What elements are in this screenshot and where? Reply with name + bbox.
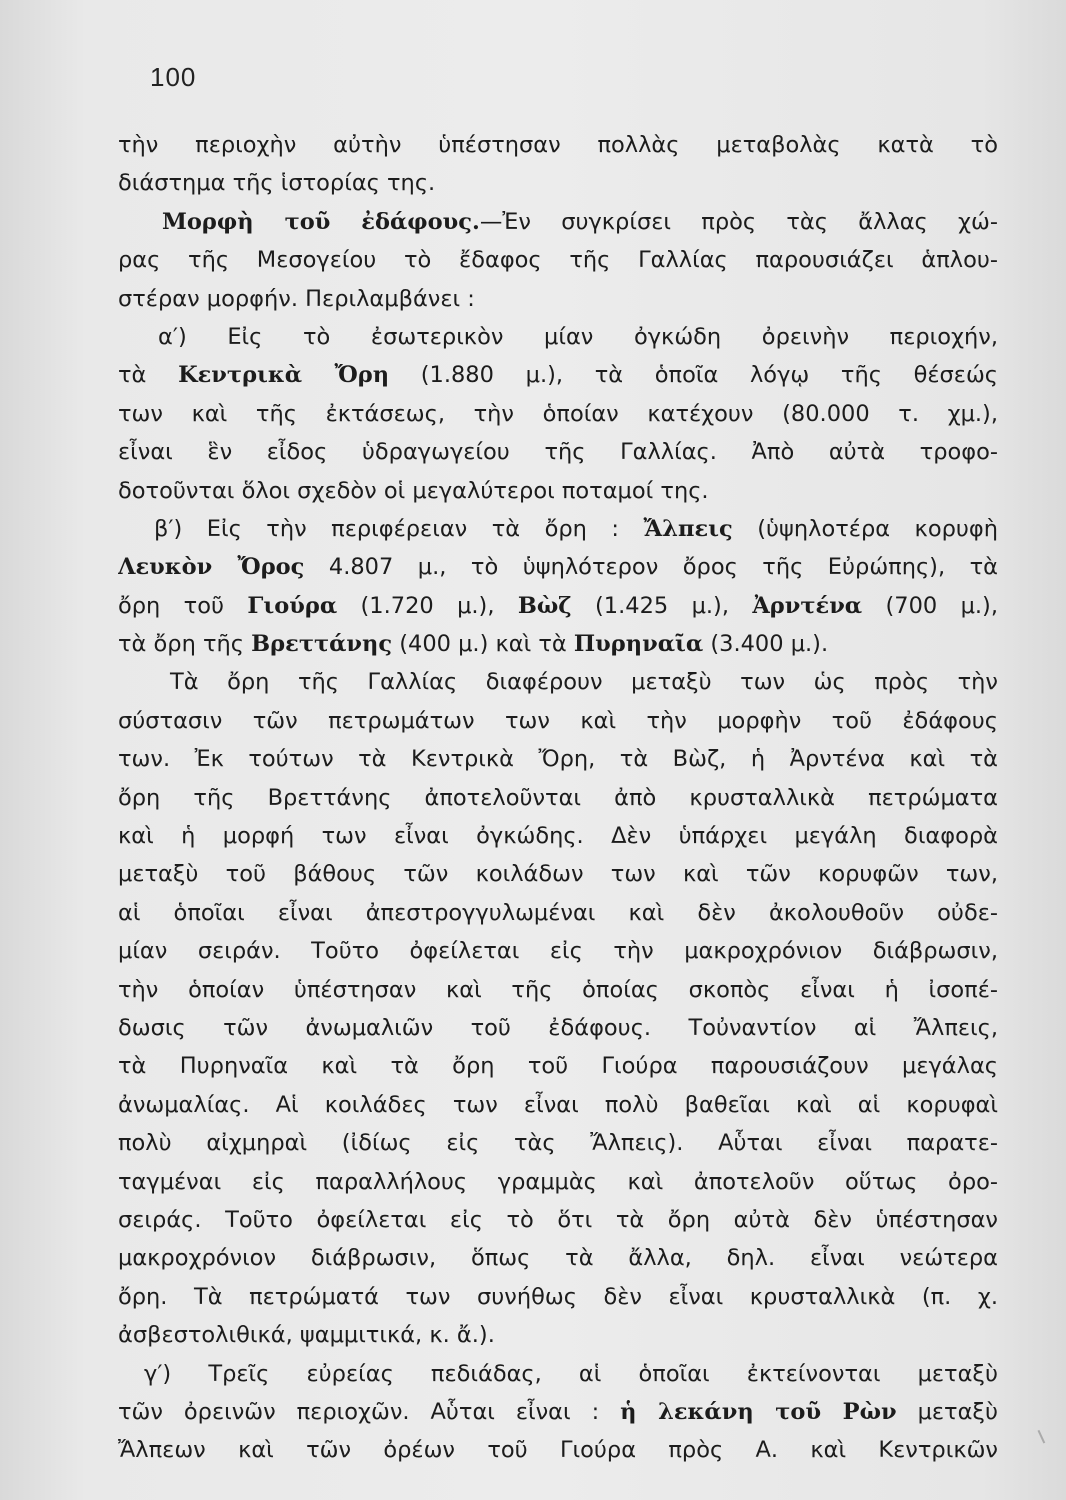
text-line: μεταξὺ τοῦ βάθους τῶν κοιλάδων των καὶ τῶν κορυφῶν των,	[118, 861, 998, 888]
text-line: πολὺ αἰχμηραὶ (ἰδίως εἰς τὰς Ἄλπεις). Αὗται εἶναι παρατε-	[118, 1130, 998, 1157]
text-line: ταγμέναι εἰς παραλλήλους γραμμὰς καὶ ἀποτελοῦν οὕτως ὀρο-	[118, 1168, 998, 1195]
text-line: μίαν σειράν. Τοῦτο ὀφείλεται εἰς τὴν μακροχρόνιον διάβρωσιν,	[118, 938, 998, 965]
text-line: γ′) Τρεῖς εὐρείας πεδιάδας, αἱ ὁποῖαι ἐκτείνονται μεταξὺ	[144, 1360, 998, 1387]
body-text	[118, 126, 998, 1470]
text-line: τὰ Κεντρικὰ Ὄρη (1.880 μ.), τὰ ὁποῖα λόγῳ τῆς θέσεώς	[118, 362, 998, 389]
text-line: καὶ ἡ μορφή των εἶναι ὀγκώδης. Δὲν ὑπάρχει μεγάλη διαφορὰ	[118, 823, 998, 850]
text-line: ὄρη. Τὰ πετρώματά των συνήθως δὲν εἶναι κρυσταλλικὰ (π. χ.	[118, 1283, 998, 1310]
text-line: α′) Εἰς τὸ ἐσωτερικὸν μίαν ὀγκώδη ὀρεινὴν περιοχήν,	[158, 323, 998, 350]
scan-mark	[1038, 1427, 1053, 1444]
text-line: Ἄλπεων καὶ τῶν ὀρέων τοῦ Γιούρα πρὸς Α. καὶ Κεντρικῶν	[118, 1437, 998, 1464]
section-heading-line: Μορφὴ τοῦ ἐδάφους.—Ἐν συγκρίσει πρὸς τὰς ἄλλας χώ-	[162, 208, 998, 235]
text-line: μακροχρόνιον διάβρωσιν, ὅπως τὰ ἄλλα, δηλ. εἶναι νεώτερα	[118, 1245, 998, 1272]
text-line: β′) Εἰς τὴν περιφέρειαν τὰ ὄρη : Ἄλπεις (ὑψηλοτέρα κορυφὴ	[154, 515, 998, 542]
text-line: ἀνωμαλίας. Αἱ κοιλάδες των εἶναι πολὺ βαθεῖαι καὶ αἱ κορυφαὶ	[118, 1091, 998, 1118]
text-line: των καὶ τῆς ἐκτάσεως, τὴν ὁποίαν κατέχουν (80.000 τ. χμ.),	[118, 400, 998, 427]
text-line: Τὰ ὄρη τῆς Γαλλίας διαφέρουν μεταξὺ των ὡς πρὸς τὴν	[170, 669, 998, 696]
text-line: τὰ Πυρηναῖα καὶ τὰ ὄρη τοῦ Γιούρα παρουσιάζουν μεγάλας	[118, 1053, 998, 1080]
bold-term: ἡ λεκάνη τοῦ Ρὼν	[620, 1398, 897, 1425]
text-line: τὴν περιοχὴν αὐτὴν ὑπέστησαν πολλὰς μεταβολὰς κατὰ τὸ	[118, 132, 998, 158]
text-line: τὴν ὁποίαν ὑπέστησαν καὶ τῆς ὁποίας σκοπὸς εἶναι ἡ ἰσοπέ-	[118, 976, 998, 1003]
bold-term: Κεντρικὰ Ὄρη	[178, 362, 390, 389]
section-heading: Μορφὴ τοῦ ἐδάφους.	[162, 208, 480, 235]
bold-term: Πυρηναῖα	[573, 631, 704, 658]
bold-term: Ἄλπεις	[643, 515, 733, 542]
bold-term: Ἀρντένα	[752, 592, 863, 619]
text-line: δωσις τῶν ἀνωμαλιῶν τοῦ ἐδάφους. Τοὐναντίον αἱ Ἄλπεις,	[118, 1014, 998, 1041]
text-line: δοτοῦνται ὅλοι σχεδὸν οἱ μεγαλύτεροι ποταμοί της.	[118, 477, 709, 504]
text-line: των. Ἐκ τούτων τὰ Κεντρικὰ Ὄρη, τὰ Βὼζ, ἡ Ἀρντένα καὶ τὰ	[118, 746, 998, 773]
text-line: εἶναι ἓν εἶδος ὑδραγωγείου τῆς Γαλλίας. Ἀπὸ αὐτὰ τροφο-	[118, 439, 998, 466]
text-line: ὄρη τῆς Βρεττάνης ἀποτελοῦνται ἀπὸ κρυσταλλικὰ πετρώματα	[118, 784, 998, 811]
text-line: τῶν ὀρεινῶν περιοχῶν. Αὗται εἶναι : ἡ λεκάνη τοῦ Ρὼν μεταξὺ	[118, 1398, 998, 1425]
text-line: τὰ ὄρη τῆς Βρεττάνης (400 μ.) καὶ τὰ Πυρηναῖα (3.400 μ.).	[118, 631, 829, 658]
bold-term: Γιούρα	[247, 592, 338, 619]
text-line: ρας τῆς Μεσογείου τὸ ἔδαφος τῆς Γαλλίας παρουσιάζει ἁπλου-	[118, 247, 998, 274]
text-line: στέραν μορφήν. Περιλαμβάνει :	[118, 285, 475, 312]
text-line: διάστημα τῆς ἱστορίας της.	[118, 170, 436, 197]
text-line: αἱ ὁποῖαι εἶναι ἀπεστρογγυλωμέναι καὶ δὲν ἀκολουθοῦν οὐδε-	[118, 899, 998, 926]
bold-term: Λευκὸν Ὄρος	[118, 554, 305, 581]
text-line: ὄρη τοῦ Γιούρα (1.720 μ.), Βὼζ (1.425 μ.), Ἀρντένα (700 μ.),	[118, 592, 998, 619]
text-line: σύστασιν τῶν πετρωμάτων των καὶ τὴν μορφὴν τοῦ ἐδάφους	[118, 707, 998, 734]
text-line: ἀσβεστολιθικά, ψαμμιτικά, κ. ἄ.).	[118, 1322, 495, 1349]
bold-term: Βρεττάνης	[251, 631, 393, 658]
bold-term: Βὼζ	[517, 592, 572, 619]
text-line: Λευκὸν Ὄρος 4.807 μ., τὸ ὑψηλότερον ὄρος τῆς Εὐρώπης), τὰ	[118, 554, 998, 581]
text-line: σειράς. Τοῦτο ὀφείλεται εἰς τὸ ὅτι τὰ ὄρη αὐτὰ δὲν ὑπέστησαν	[118, 1206, 998, 1233]
page-number: 100	[150, 62, 197, 92]
